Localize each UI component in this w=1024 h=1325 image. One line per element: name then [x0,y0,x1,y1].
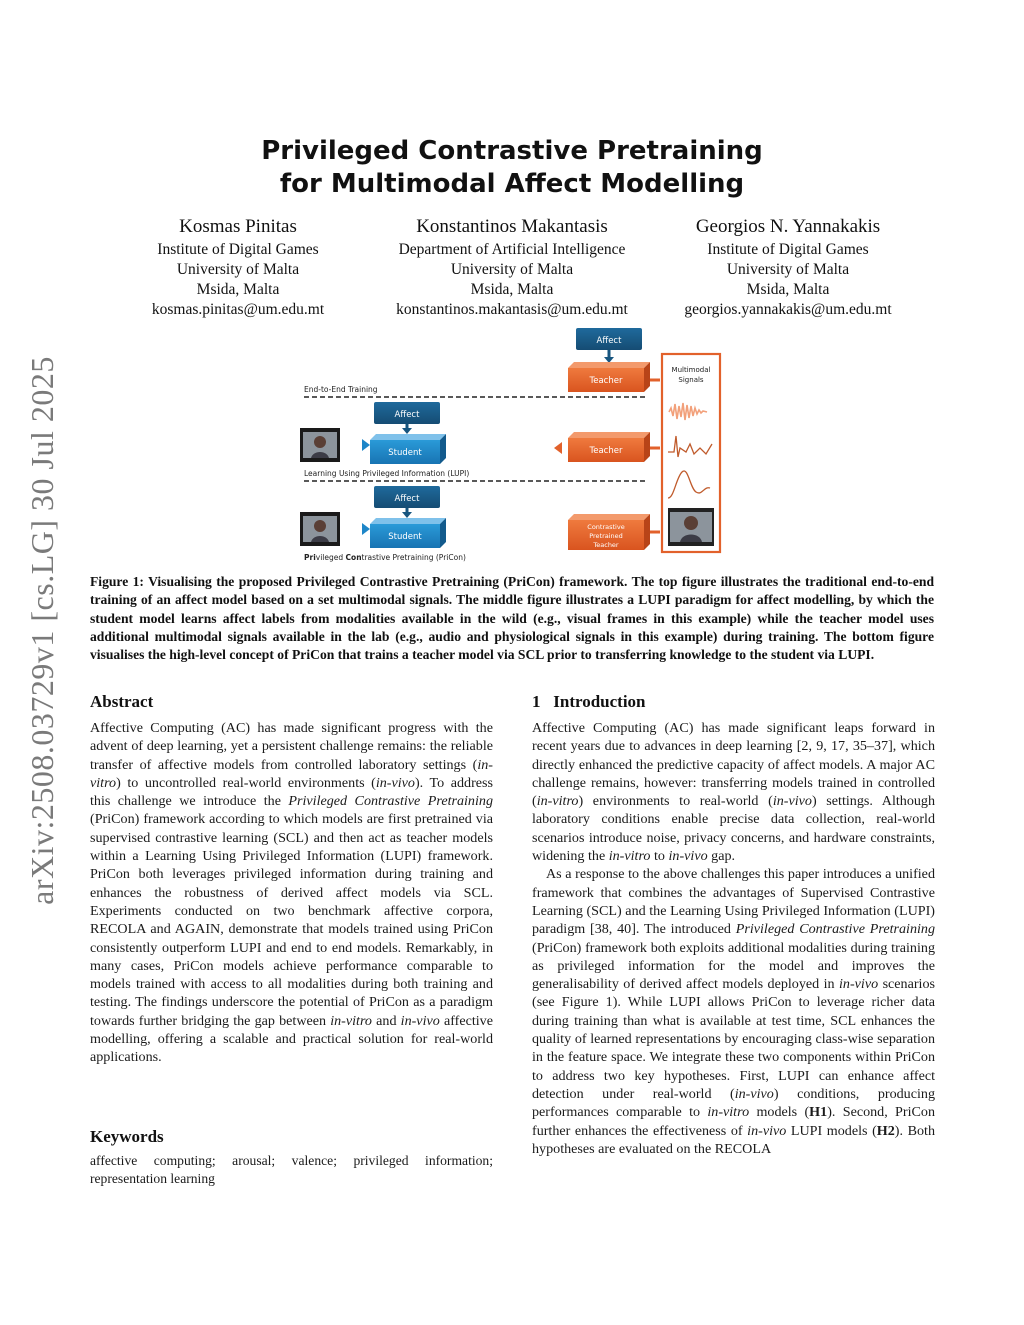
abstract-text: Affective Computing (AC) has made significant progress with the advent of deep learning, yet a persistent challenge remains: the reliable transfer of affective models from controlled laboratory settings (in-vitro) to uncontrolled real-world environments (in-vivo). To address this challenge we introduce the Privileged Contrastive Pretraining (PriCon) framework according to which models are first pretrained via supervised contrastive learning (SCL) and then act as teacher models within a Learning Using Privileged Information (LUPI) framework. PriCon both leverages privileged information during training and enhances the robustness of derived affect models via SCL. Experiments conducted on two benchmark affective corpora, RECOLA and AGAIN, demonstrate that models trained using PriCon consistently outperform LUPI and end to end models. Remarkably, in many cases, PriCon models achieve performance comparable to models trained with access to all modalities during both training and testing. The findings underscore the potential of PriCon as a paradigm towards further bridging the gap between in-vitro and in-vivo affective modelling, offering a scalable and practical solution for real-world applications. [90,720,493,1066]
paper-title [180,135,844,201]
keywords-heading: Keywords [90,1127,164,1146]
intro-paragraph-2: As a response to the above challenges this paper introduces a unified framework that combines the advantages of Supervised Contrastive Learning (SCL) and the Learning Using Privileged Information (LUPI) paradigm [38, 40]. The introduced Privileged Contrastive Pretraining (PriCon) framework both exploits additional modalities during training as privileged information for the model and improves the generalisability of derived affect models deployed in in-vivo scenarios (see Figure 1). While LUPI allows PriCon to leverage richer data during training than what is available at test time, SCL enhances the quality of learned representations by encouraging class-wise separation in the feature space. We integrate these two components within PriCon to address two key hypotheses. First, LUPI can enhance affect detection under real-world (in-vivo) conditions, producing performances comparable to in-vitro models (H1). Second, PriCon further enhances the effectiveness of in-vivo LUPI models (H2). Both hypotheses are evaluated on the RECOLA [532,866,936,1157]
figure-pricon-diagram [298,326,726,566]
author-university: University of Malta [726,261,850,278]
intro-paragraph-1: Affective Computing (AC) has made significant leaps forward in recent years due to advances in deep learning [2, 9, 17, 35–37], which directly enhanced the predictive capacity of affect models. A major AC challenge remains, however: transferring models trained in controlled (in-vitro) environments to real-world (in-vivo) settings. Although laboratory conditions enable precise data collection, real-world scenarios introduce noise, privacy concerns, and hardware constraints, widening the in-vitro to in-vivo gap. [532,720,936,865]
author-name: Konstantinos Makantasis [416,216,608,237]
author-university: University of Malta [176,261,300,278]
label-signals: Signals [678,376,704,384]
bottom-affect-box [374,486,440,508]
svg-text:Affect: Affect [394,494,420,504]
author-affiliation: Institute of Digital Games [157,241,319,258]
author-name: Georgios N. Yannakakis [695,216,881,237]
figure-caption: Figure 1: Visualising the proposed Privileged Contrastive Pretraining (PriCon) framework. The top figure illustrates the traditional end-to-end training of an affect model based on a set multimodal signals. The middle figure illustrates a LUPI paradigm for affect modelling, by which the student model learns affect labels from modalities available in the wild (e.g., visual frames in this example) while the teacher model uses additional multimodal signals available in the lab (e.g., audio and physiological signals in this example) during training. The bottom figure visualises the high-level concept of PriCon that trains a teacher model via SCL prior to transferring knowledge to the student via LUPI. [90,574,934,663]
label-teacher: Teacher [589,376,623,386]
keywords-text: affective computing; arousal; valence; privileged information; representation learning [90,1153,493,1187]
label-student: Student [388,448,422,458]
multimodal-signals-panel [662,354,720,552]
section-label-lupi: Learning Using Privileged Information (LUPI) [304,469,470,478]
svg-text:Affect: Affect [394,410,420,420]
section-label-e2e: End-to-End Training [304,385,378,394]
author-location: Msida, Malta [470,281,554,298]
author-email[interactable]: kosmas.pinitas@um.edu.mt [151,301,325,318]
label-multimodal: Multimodal [671,366,711,374]
keywords-section [90,1126,493,1189]
label-ctp-2: Pretrained [589,532,623,540]
top-teacher-box [568,362,650,392]
right-column [532,691,935,1158]
author-block-2 [372,216,652,320]
left-column [90,691,493,1067]
svg-text:Student: Student [388,532,422,542]
author-university: University of Malta [450,261,574,278]
bottom-video-frame-icon [300,512,340,546]
arxiv-stamp: arXiv:2508.03729v1 [cs.LG] 30 Jul 2025 [23,355,60,905]
middle-affect-box [374,402,440,424]
section-label-pricon: Privileged Contrastive Pretraining (PriCon) [304,553,466,562]
introduction-heading: 1 Introduction [532,692,646,711]
video-frame-icon [668,508,714,546]
middle-video-frame-icon [300,428,340,462]
svg-text:Teacher: Teacher [589,446,623,456]
label-ctp-3: Teacher [593,541,619,549]
author-location: Msida, Malta [746,281,830,298]
top-affect-box [576,328,642,350]
bottom-student-box [370,518,446,548]
contrastive-teacher-box [568,514,650,550]
author-affiliation: Department of Artificial Intelligence [398,241,626,258]
author-name: Kosmas Pinitas [179,216,297,237]
title-line-2: for Multimodal Affect Modelling [279,169,745,199]
label-ctp-1: Contrastive [587,523,625,531]
label-affect: Affect [596,336,622,346]
middle-student-box [370,434,446,464]
author-location: Msida, Malta [196,281,280,298]
author-block-3 [666,216,910,320]
author-block-1 [120,216,356,320]
title-line-1: Privileged Contrastive Pretraining [261,136,763,166]
author-email[interactable]: konstantinos.makantasis@um.edu.mt [396,301,628,318]
author-email[interactable]: georgios.yannakakis@um.edu.mt [684,301,892,318]
author-affiliation: Institute of Digital Games [707,241,869,258]
middle-teacher-box [568,432,650,462]
abstract-heading: Abstract [90,692,154,711]
